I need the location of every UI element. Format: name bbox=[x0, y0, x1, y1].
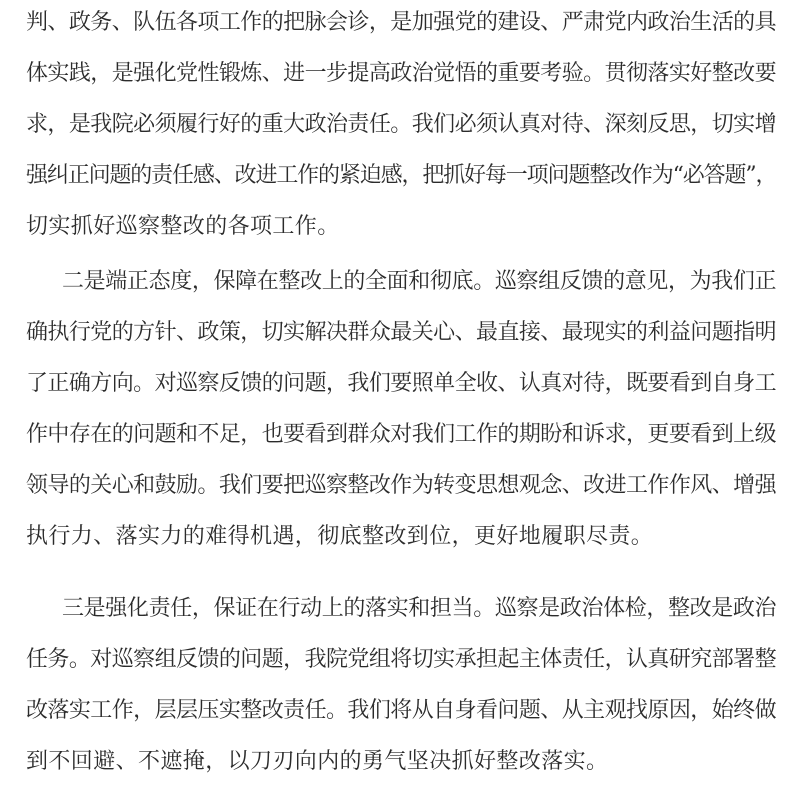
paragraph-1-line-4: 强纠正问题的责任感、改进工作的紧迫感，把抓好每一项问题整改作为“必答题”， bbox=[26, 163, 777, 188]
paragraph-1-line-5: 切实抓好巡察整改的各项工作。 bbox=[26, 214, 340, 239]
paragraph-3-line-2: 任务。对巡察组反馈的问题，我院党组将切实承担起主体责任，认真研究部署整 bbox=[26, 647, 777, 672]
paragraph-3-line-3: 改落实工作，层层压实整改责任。我们将从自身看问题、从主观找原因，始终做 bbox=[26, 698, 777, 723]
paragraph-1-line-1: 判、政务、队伍各项工作的把脉会诊，是加强党的建设、严肃党内政治生活的具 bbox=[26, 10, 777, 35]
paragraph-1-line-2: 体实践，是强化党性锻炼、进一步提高政治觉悟的重要考验。贯彻落实好整改要 bbox=[26, 61, 777, 86]
paragraph-2-line-1: 二是端正态度，保障在整改上的全面和彻底。巡察组反馈的意见，为我们正 bbox=[62, 269, 777, 294]
paragraph-3-line-1: 三是强化责任，保证在行动上的落实和担当。巡察是政治体检，整改是政治 bbox=[62, 596, 777, 621]
paragraph-3-line-4: 到不回避、不遮掩，以刀刃向内的勇气坚决抓好整改落实。 bbox=[26, 749, 609, 774]
paragraph-2-line-6: 执行力、落实力的难得机遇，彻底整改到位，更好地履职尽责。 bbox=[26, 524, 654, 549]
paragraph-2-line-5: 领导的关心和鼓励。我们要把巡察整改作为转变思想观念、改进工作作风、增强 bbox=[26, 473, 777, 498]
paragraph-2-line-4: 作中存在的问题和不足，也要看到群众对我们工作的期盼和诉求，更要看到上级 bbox=[26, 422, 777, 447]
paragraph-2-line-3: 了正确方向。对巡察反馈的问题，我们要照单全收、认真对待，既要看到自身工 bbox=[26, 371, 777, 396]
paragraph-2-line-2: 确执行党的方针、政策，切实解决群众最关心、最直接、最现实的利益问题指明 bbox=[26, 320, 777, 345]
paragraph-1-line-3: 求，是我院必须履行好的重大政治责任。我们必须认真对待、深刻反思，切实增 bbox=[26, 112, 777, 137]
